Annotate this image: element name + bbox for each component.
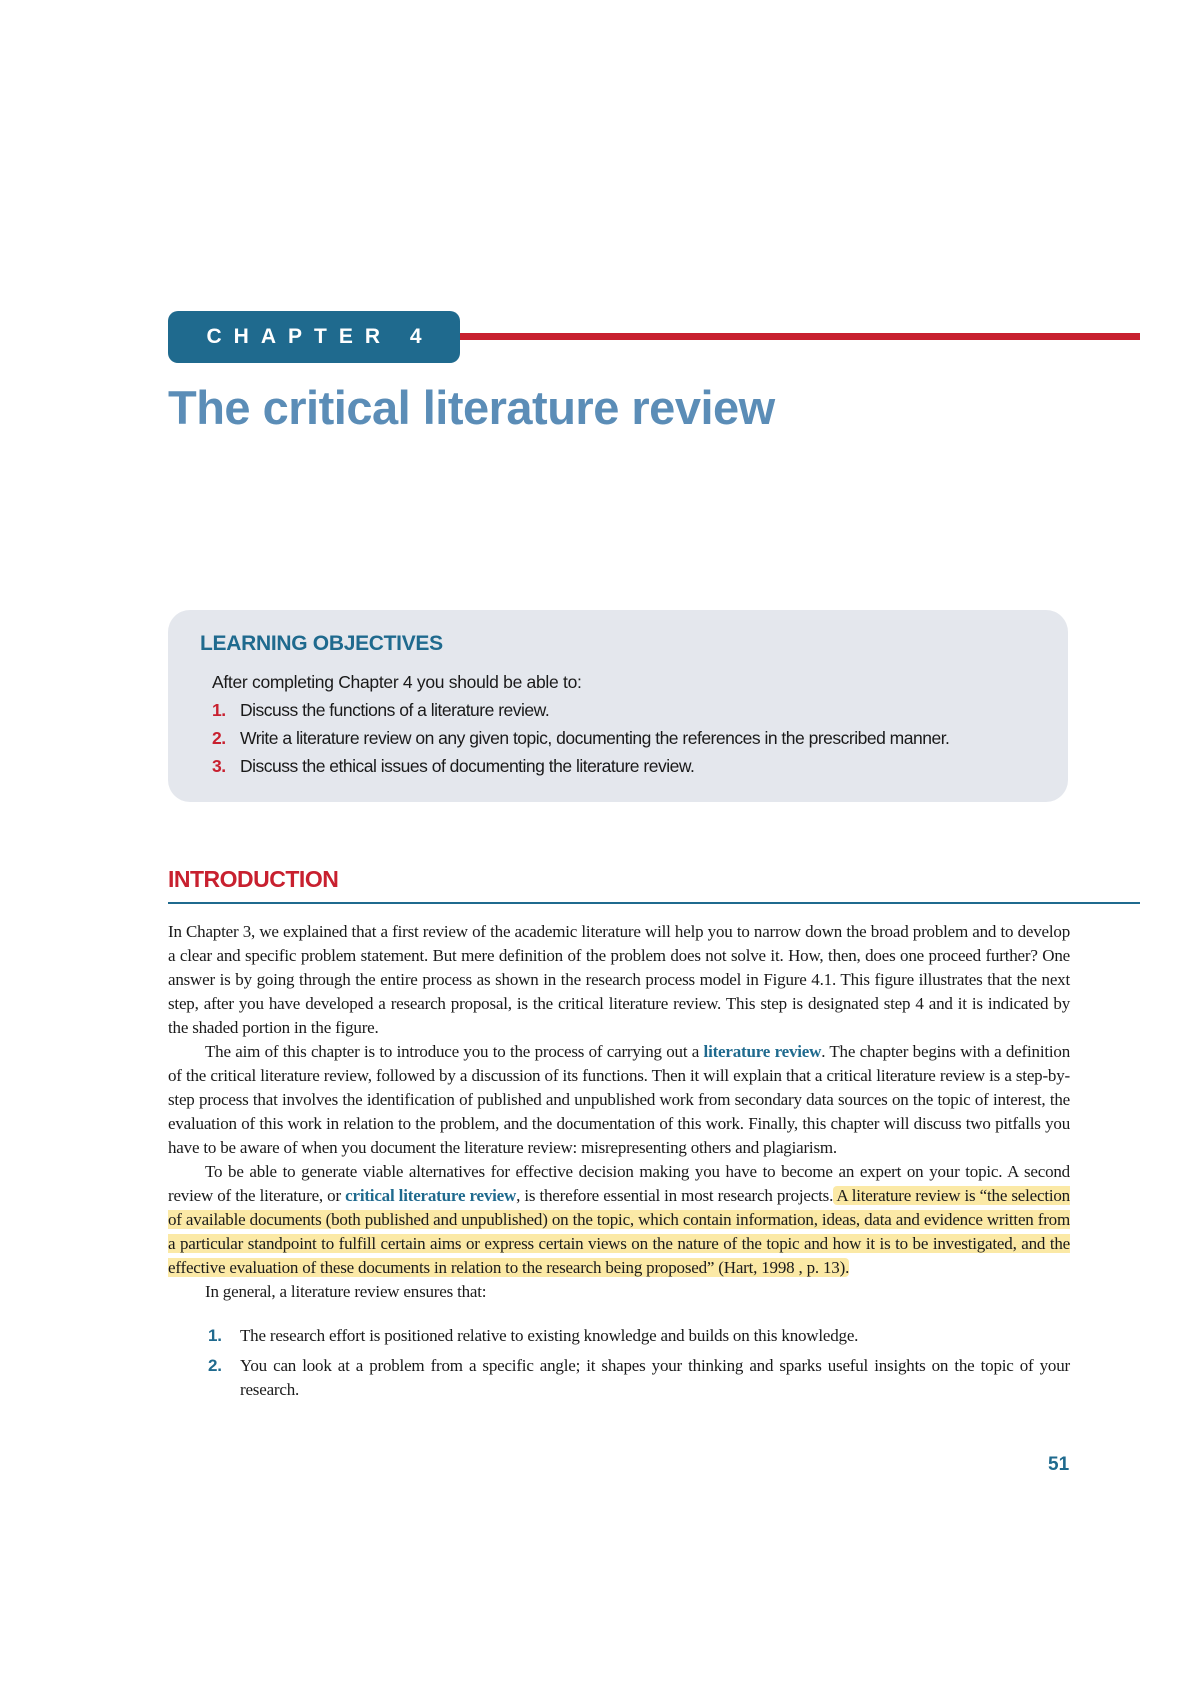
objective-number: 2. — [212, 728, 226, 748]
learning-objectives-heading: LEARNING OBJECTIVES — [200, 632, 443, 655]
learning-objectives-list — [188, 700, 1040, 777]
chapter-title: The critical literature review — [168, 381, 775, 434]
chapter-banner — [168, 311, 460, 363]
list-text: You can look at a problem from a specific angle; it shapes your thinking and sparks useful insights on the topic of your research. — [240, 1356, 1070, 1399]
objective-item — [212, 756, 1040, 777]
page-number: 51 — [1048, 1454, 1070, 1475]
objective-text: Write a literature review on any given topic, documenting the references in the prescribed manner. — [240, 728, 950, 748]
learning-objectives-intro: After completing Chapter 4 you should be able to: — [212, 672, 582, 692]
learning-objectives-box — [168, 610, 1068, 802]
paragraph — [168, 1040, 1070, 1160]
paragraph — [168, 1160, 1070, 1280]
objective-text: Discuss the ethical issues of documenting the literature review. — [240, 756, 695, 776]
objective-item — [212, 728, 1040, 749]
chapter-rule — [460, 333, 1140, 340]
objective-number: 3. — [212, 756, 226, 776]
objective-item — [212, 700, 1040, 721]
key-term-link[interactable]: literature review — [703, 1042, 822, 1061]
list-item — [208, 1354, 1070, 1402]
chapter-label: CHAPTER 4 — [206, 325, 434, 348]
list-number: 1. — [208, 1326, 222, 1345]
highlighted-quote: A literature review is “the selection of available documents (both published and unpublished) on the topic, which contain information, ideas, data and evidence written from a particular standpoint to fulfill certain aims or express certain views on the nature of the topic and how it is to be investigated, and the effective evaluation of these documents in relation to the research being proposed” (Hart, 1998 , p. 13). — [168, 1186, 1070, 1277]
paragraph-text: . The chapter begins with a definition of the critical literature review, followed by a discussion of its functions. Then it will explain that a critical literature review is a step-by-step process that involves the identification of published and unpublished work from secondary data sources on the topic of interest, the evaluation of this work in relation to the problem, and the documentation of this work. Finally, this chapter will discuss two pitfalls you have to be aware of when you document the literature review: misrepresenting others and plagiarism. — [168, 1042, 1070, 1157]
list-item — [208, 1324, 1070, 1348]
paragraph-text: The aim of this chapter is to introduce you to the process of carrying out a — [205, 1042, 704, 1061]
objective-text: Discuss the functions of a literature review. — [240, 700, 550, 720]
key-term-link[interactable]: critical literature review — [345, 1186, 517, 1205]
introduction-heading: INTRODUCTION — [168, 866, 339, 892]
introduction-rule — [168, 902, 1140, 904]
paragraph-text: To be able to generate viable alternatives for effective decision making you have to become an expert on your topic. A second review of the literature, or — [168, 1162, 1070, 1205]
list-text: The research effort is positioned relative to existing knowledge and builds on this knowledge. — [240, 1326, 859, 1345]
paragraph-text: , is therefore essential in most research projects. — [516, 1186, 834, 1205]
list-number: 2. — [208, 1356, 222, 1375]
paragraph: In general, a literature review ensures that: — [205, 1282, 487, 1301]
objective-number: 1. — [212, 700, 226, 720]
introduction-body — [168, 920, 1070, 1408]
ensures-list — [208, 1324, 1070, 1402]
paragraph: In Chapter 3, we explained that a first review of the academic literature will help you to narrow down the broad problem and to develop a clear and specific problem statement. But mere definition of the problem does not solve it. How, then, does one proceed further? One answer is by going through the entire process as shown in the research process model in Figure 4.1. This figure illustrates that the next step, after you have developed a research proposal, is the critical literature review. This step is designated step 4 and it is indicated by the shaded portion in the figure. — [168, 922, 1070, 1037]
